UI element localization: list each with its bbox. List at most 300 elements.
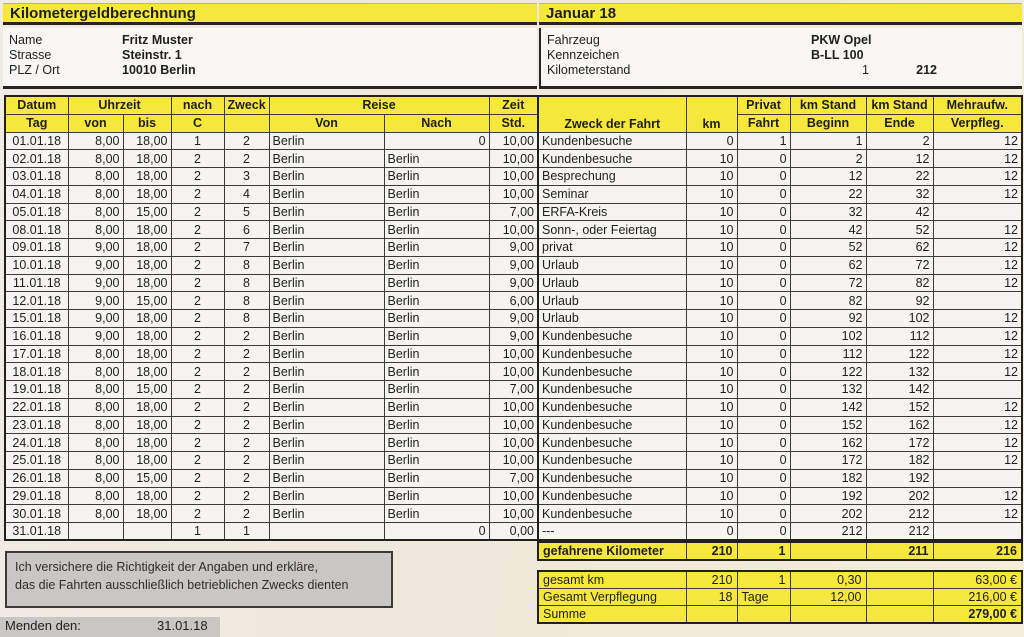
signature-date: 31.01.18 xyxy=(157,618,208,633)
summary-cell: Tage xyxy=(737,588,790,605)
trip-cell: 10 xyxy=(686,381,737,399)
trip-cell: 1 xyxy=(790,132,866,150)
trip-cell: Berlin xyxy=(269,168,384,186)
trip-cell: 12 xyxy=(933,327,1022,345)
trip-cell: 10,00 xyxy=(489,452,538,470)
trip-cell: Kundenbesuche xyxy=(538,452,686,470)
trip-cell: 12 xyxy=(933,434,1022,452)
trip-cell: 0 xyxy=(737,256,790,274)
trip-cell: 10 xyxy=(686,221,737,239)
trip-cell: 10,00 xyxy=(489,398,538,416)
trip-cell: 22.01.18 xyxy=(5,398,68,416)
trip-cell: Berlin xyxy=(269,274,384,292)
col-beginn: Beginn xyxy=(790,114,866,132)
trip-cell: 2 xyxy=(171,487,224,505)
trip-row xyxy=(5,310,1022,328)
trip-cell: 0 xyxy=(737,416,790,434)
trip-row xyxy=(5,345,1022,363)
trip-cell: 0 xyxy=(737,345,790,363)
trip-cell: 10 xyxy=(686,274,737,292)
trip-cell xyxy=(68,523,123,541)
trip-cell: 10 xyxy=(686,310,737,328)
trip-cell: 162 xyxy=(866,416,933,434)
trip-cell: 0 xyxy=(737,363,790,381)
signature-line xyxy=(0,617,220,637)
trip-cell: 102 xyxy=(866,310,933,328)
trip-cell: 01.01.18 xyxy=(5,132,68,150)
trip-cell: Berlin xyxy=(269,416,384,434)
trip-cell: 92 xyxy=(790,310,866,328)
trip-cell: 10,00 xyxy=(489,434,538,452)
trip-cell: Kundenbesuche xyxy=(538,398,686,416)
trip-cell: 0 xyxy=(737,310,790,328)
trip-cell: 2 xyxy=(171,168,224,186)
trip-row xyxy=(5,416,1022,434)
trip-cell: Berlin xyxy=(384,469,489,487)
trip-cell: 18,00 xyxy=(123,310,171,328)
plate-label: Kennzeichen xyxy=(547,48,620,62)
trip-cell: 12 xyxy=(933,239,1022,257)
trip-cell: 30.01.18 xyxy=(5,505,68,523)
summary-cell xyxy=(866,588,933,605)
trip-cell: 05.01.18 xyxy=(5,203,68,221)
trip-cell: 8 xyxy=(224,292,269,310)
street-label: Strasse xyxy=(9,48,52,62)
trip-cell: 8,00 xyxy=(68,452,123,470)
trip-cell: Kundenbesuche xyxy=(538,150,686,168)
trip-cell: 10 xyxy=(686,416,737,434)
trip-table-header xyxy=(5,96,1022,132)
trip-cell: 0 xyxy=(737,185,790,203)
trip-cell: Berlin xyxy=(384,398,489,416)
person-info-panel xyxy=(3,28,537,89)
trip-cell: 8,00 xyxy=(68,398,123,416)
trip-cell: 2 xyxy=(171,310,224,328)
driven-total-table xyxy=(537,541,1023,561)
trip-cell: 10 xyxy=(686,327,737,345)
trip-cell: Berlin xyxy=(269,327,384,345)
trip-cell: 1 xyxy=(171,523,224,541)
trip-cell: 23.01.18 xyxy=(5,416,68,434)
trip-cell: 122 xyxy=(790,363,866,381)
trip-cell: 7,00 xyxy=(489,203,538,221)
trip-cell: 04.01.18 xyxy=(5,185,68,203)
trip-cell: Berlin xyxy=(384,256,489,274)
trip-cell: 7,00 xyxy=(489,469,538,487)
trip-cell: 10,00 xyxy=(489,150,538,168)
trip-cell: 18,00 xyxy=(123,168,171,186)
trip-cell: Kundenbesuche xyxy=(538,345,686,363)
vehicle-label: Fahrzeug xyxy=(547,33,600,47)
trip-cell: 18,00 xyxy=(123,434,171,452)
trip-cell: 17.01.18 xyxy=(5,345,68,363)
trip-cell: 03.01.18 xyxy=(5,168,68,186)
trip-cell: Urlaub xyxy=(538,292,686,310)
trip-cell: 8,00 xyxy=(68,487,123,505)
trip-cell: 22 xyxy=(866,168,933,186)
driven-total-body xyxy=(538,542,1022,560)
plate-row xyxy=(547,48,864,63)
signature-place-label: Menden den: xyxy=(5,618,81,633)
trip-cell: Berlin xyxy=(384,381,489,399)
trip-cell: 192 xyxy=(790,487,866,505)
trip-cell: 2 xyxy=(171,452,224,470)
trip-cell: 15,00 xyxy=(123,292,171,310)
trip-cell: 0 xyxy=(737,203,790,221)
trip-cell: 32 xyxy=(790,203,866,221)
trip-cell: 29.01.18 xyxy=(5,487,68,505)
trip-cell: 10 xyxy=(686,239,737,257)
trip-cell: 10 xyxy=(686,505,737,523)
trip-cell xyxy=(933,292,1022,310)
trip-cell: Kundenbesuche xyxy=(538,434,686,452)
col-reise-nach: Nach xyxy=(384,114,489,132)
odometer-label: Kilometerstand xyxy=(547,63,631,77)
trip-cell: Urlaub xyxy=(538,256,686,274)
trip-cell: 8 xyxy=(224,310,269,328)
trip-cell: 10 xyxy=(686,168,737,186)
trip-cell: 10,00 xyxy=(489,505,538,523)
trip-cell: 10 xyxy=(686,469,737,487)
trip-cell: 10 xyxy=(686,292,737,310)
driven-total-cell: 210 xyxy=(686,542,737,560)
col-ende: Ende xyxy=(866,114,933,132)
trip-cell: Berlin xyxy=(269,381,384,399)
street-row xyxy=(9,48,182,63)
driven-total-cell: gefahrene Kilometer xyxy=(538,542,686,560)
trip-cell: Berlin xyxy=(384,487,489,505)
summary-table-body xyxy=(538,571,1022,623)
trip-cell: 2 xyxy=(224,381,269,399)
trip-cell: 162 xyxy=(790,434,866,452)
name-label: Name xyxy=(9,33,43,47)
trip-cell: 18,00 xyxy=(123,150,171,168)
trip-cell: 12 xyxy=(790,168,866,186)
trip-cell: privat xyxy=(538,239,686,257)
trip-cell: Berlin xyxy=(269,505,384,523)
trip-cell: 72 xyxy=(790,274,866,292)
trip-cell: 0 xyxy=(737,150,790,168)
trip-cell: 09.01.18 xyxy=(5,239,68,257)
trip-cell: Berlin xyxy=(384,310,489,328)
trip-cell: Berlin xyxy=(269,398,384,416)
trip-cell: 18,00 xyxy=(123,398,171,416)
trip-cell: Berlin xyxy=(269,310,384,328)
trip-cell: 6,00 xyxy=(489,292,538,310)
trip-cell: 2 xyxy=(171,327,224,345)
trip-cell: 7,00 xyxy=(489,381,538,399)
trip-cell: Berlin xyxy=(269,292,384,310)
trip-cell: 26.01.18 xyxy=(5,469,68,487)
trip-row xyxy=(5,363,1022,381)
trip-cell: 2 xyxy=(224,363,269,381)
trip-cell: 2 xyxy=(171,239,224,257)
odometer-row xyxy=(547,63,937,78)
trip-row xyxy=(5,523,1022,541)
trip-cell: 142 xyxy=(866,381,933,399)
trip-cell: 2 xyxy=(171,345,224,363)
trip-cell: 7 xyxy=(224,239,269,257)
trip-cell: 2 xyxy=(171,185,224,203)
trip-cell: Berlin xyxy=(384,363,489,381)
city-row xyxy=(9,63,196,78)
trip-cell: 2 xyxy=(171,256,224,274)
trip-cell: Sonn-, oder Feiertag xyxy=(538,221,686,239)
trip-cell: 10,00 xyxy=(489,132,538,150)
trip-cell: 12 xyxy=(933,132,1022,150)
trip-cell: 8,00 xyxy=(68,363,123,381)
trip-cell: 12.01.18 xyxy=(5,292,68,310)
col-uhrzeit: Uhrzeit xyxy=(68,96,171,114)
trip-cell: 132 xyxy=(790,381,866,399)
trip-cell: 10,00 xyxy=(489,185,538,203)
trip-cell: 2 xyxy=(224,434,269,452)
trip-cell: Besprechung xyxy=(538,168,686,186)
col-km-stand-ende: km Stand xyxy=(866,96,933,114)
driven-total-cell xyxy=(790,542,866,560)
trip-cell: 1 xyxy=(171,132,224,150)
trip-cell: 18,00 xyxy=(123,505,171,523)
col-von: von xyxy=(68,114,123,132)
summary-cell: 1 xyxy=(737,571,790,588)
trip-cell: 2 xyxy=(224,487,269,505)
trip-cell: Berlin xyxy=(384,150,489,168)
trip-row xyxy=(5,434,1022,452)
trip-cell: 15,00 xyxy=(123,381,171,399)
trip-row xyxy=(5,203,1022,221)
trip-cell: Kundenbesuche xyxy=(538,469,686,487)
trip-cell: 10,00 xyxy=(489,487,538,505)
trip-cell: 25.01.18 xyxy=(5,452,68,470)
trip-cell: 2 xyxy=(171,469,224,487)
col-nach: nach xyxy=(171,96,224,114)
trip-cell: 12 xyxy=(933,398,1022,416)
trip-row xyxy=(5,239,1022,257)
trip-cell: 0 xyxy=(737,221,790,239)
trip-cell: 10.01.18 xyxy=(5,256,68,274)
city-value: 10010 Berlin xyxy=(122,63,196,77)
declaration-line-2: das die Fahrten ausschließlich betrieblichen Zwecks dienten xyxy=(15,578,349,592)
trip-row xyxy=(5,168,1022,186)
col-privat: Privat xyxy=(737,96,790,114)
trip-cell: 22 xyxy=(790,185,866,203)
trip-cell: 2 xyxy=(224,452,269,470)
trip-cell: 10,00 xyxy=(489,345,538,363)
trip-cell: 2 xyxy=(224,505,269,523)
trip-cell: 12 xyxy=(933,150,1022,168)
vehicle-row xyxy=(547,33,872,48)
trip-row xyxy=(5,327,1022,345)
trip-cell: 12 xyxy=(933,221,1022,239)
trip-cell: Kundenbesuche xyxy=(538,363,686,381)
trip-cell: 42 xyxy=(866,203,933,221)
trip-cell: 8 xyxy=(224,274,269,292)
trip-cell: 12 xyxy=(933,487,1022,505)
trip-cell: Berlin xyxy=(384,239,489,257)
col-datum: Datum xyxy=(5,96,68,114)
trip-row xyxy=(5,274,1022,292)
trip-cell: 12 xyxy=(933,185,1022,203)
trip-cell: Kundenbesuche xyxy=(538,416,686,434)
trip-cell: 10 xyxy=(686,150,737,168)
summary-cell: 18 xyxy=(686,588,737,605)
trip-cell: 2 xyxy=(224,150,269,168)
trip-cell: 8 xyxy=(224,256,269,274)
summary xyxy=(538,606,1022,623)
vehicle-value: PKW Opel xyxy=(811,33,872,47)
trip-cell: Berlin xyxy=(384,345,489,363)
trip-cell: Berlin xyxy=(384,327,489,345)
trip-cell: 0,00 xyxy=(489,523,538,541)
trip-cell: Berlin xyxy=(269,487,384,505)
trip-cell: 15,00 xyxy=(123,469,171,487)
trip-row xyxy=(5,487,1022,505)
trip-cell: 9,00 xyxy=(68,274,123,292)
trip-cell: Berlin xyxy=(384,292,489,310)
trip-cell: 132 xyxy=(866,363,933,381)
trip-cell: 102 xyxy=(790,327,866,345)
trip-cell: 192 xyxy=(866,469,933,487)
trip-cell: Kundenbesuche xyxy=(538,327,686,345)
trip-cell xyxy=(933,469,1022,487)
summary-cell: Summe xyxy=(538,606,686,623)
declaration-box xyxy=(5,551,393,608)
trip-cell: 18,00 xyxy=(123,274,171,292)
col-zweck-der-fahrt: Zweck der Fahrt xyxy=(538,96,686,132)
trip-cell: 12 xyxy=(866,150,933,168)
trip-cell: 2 xyxy=(171,416,224,434)
trip-cell: 16.01.18 xyxy=(5,327,68,345)
trip-cell: 2 xyxy=(171,274,224,292)
summary-table xyxy=(537,570,1023,624)
trip-cell: 15,00 xyxy=(123,203,171,221)
trip-cell: 4 xyxy=(224,185,269,203)
trip-cell: 10 xyxy=(686,185,737,203)
trip-cell: 202 xyxy=(866,487,933,505)
trip-cell: 212 xyxy=(790,523,866,541)
trip-cell: 18,00 xyxy=(123,132,171,150)
trip-cell: Kundenbesuche xyxy=(538,381,686,399)
col-mehraufw: Mehraufw. xyxy=(933,96,1022,114)
vehicle-info-panel xyxy=(539,28,1022,89)
trip-cell: Berlin xyxy=(384,452,489,470)
trip-cell: 52 xyxy=(790,239,866,257)
trip-cell: 8,00 xyxy=(68,416,123,434)
trip-cell: 112 xyxy=(866,327,933,345)
driven-total-cell: 1 xyxy=(737,542,790,560)
trip-cell: 18,00 xyxy=(123,416,171,434)
summary-cell xyxy=(866,606,933,623)
trip-cell: Berlin xyxy=(269,185,384,203)
trip-cell: 182 xyxy=(790,469,866,487)
trip-cell: 10,00 xyxy=(489,221,538,239)
trip-cell: 212 xyxy=(866,523,933,541)
trip-cell: 0 xyxy=(737,434,790,452)
summary-cell: 210 xyxy=(686,571,737,588)
trip-cell: 0 xyxy=(737,469,790,487)
trip-cell: 0 xyxy=(737,452,790,470)
trip-cell: 152 xyxy=(866,398,933,416)
trip-cell: 12 xyxy=(933,345,1022,363)
trip-cell: 2 xyxy=(224,469,269,487)
trip-cell: 2 xyxy=(224,327,269,345)
trip-cell xyxy=(933,203,1022,221)
trip-cell: 8,00 xyxy=(68,168,123,186)
summary-cell: 63,00 € xyxy=(933,571,1022,588)
trip-cell: 112 xyxy=(790,345,866,363)
trip-cell: 10 xyxy=(686,203,737,221)
trip-cell: 9,00 xyxy=(68,327,123,345)
trip-cell: Urlaub xyxy=(538,310,686,328)
odometer-end: 212 xyxy=(916,63,937,77)
summary xyxy=(538,571,1022,588)
street-value: Steinstr. 1 xyxy=(122,48,182,62)
trip-cell: 142 xyxy=(790,398,866,416)
trip-cell: 18,00 xyxy=(123,345,171,363)
trip-cell: 9,00 xyxy=(68,310,123,328)
summary-cell xyxy=(866,571,933,588)
trip-cell: 2 xyxy=(171,505,224,523)
trip-cell: 31.01.18 xyxy=(5,523,68,541)
summary-cell: 0,30 xyxy=(790,571,866,588)
trip-cell: 92 xyxy=(866,292,933,310)
trip-cell: Berlin xyxy=(384,434,489,452)
trip-cell: 82 xyxy=(790,292,866,310)
trip-row xyxy=(5,292,1022,310)
trip-cell: 12 xyxy=(933,274,1022,292)
trip-cell: 10,00 xyxy=(489,363,538,381)
col-zeit: Zeit xyxy=(489,96,538,114)
trip-cell: Berlin xyxy=(269,150,384,168)
trip-cell: 2 xyxy=(171,398,224,416)
trip-cell: 18,00 xyxy=(123,221,171,239)
trip-cell: 1 xyxy=(224,523,269,541)
trip-cell: 0 xyxy=(737,398,790,416)
trip-table xyxy=(4,95,1023,541)
summary-cell xyxy=(790,606,866,623)
trip-cell: Berlin xyxy=(269,203,384,221)
trip-cell: 2 xyxy=(171,363,224,381)
trip-cell: 12 xyxy=(933,168,1022,186)
month-title xyxy=(539,3,1022,25)
trip-cell: 9,00 xyxy=(489,274,538,292)
trip-cell: Kundenbesuche xyxy=(538,505,686,523)
trip-cell: 172 xyxy=(790,452,866,470)
col-reise: Reise xyxy=(269,96,489,114)
trip-cell: 2 xyxy=(866,132,933,150)
trip-cell: 10 xyxy=(686,452,737,470)
summary-cell xyxy=(686,606,737,623)
trip-cell: 152 xyxy=(790,416,866,434)
trip-cell: Berlin xyxy=(269,452,384,470)
trip-cell: ERFA-Kreis xyxy=(538,203,686,221)
trip-cell: 0 xyxy=(737,505,790,523)
trip-cell: 0 xyxy=(737,274,790,292)
trip-cell: 18,00 xyxy=(123,487,171,505)
trip-cell: 12 xyxy=(933,505,1022,523)
trip-cell: 0 xyxy=(686,132,737,150)
trip-row xyxy=(5,132,1022,150)
trip-cell: Kundenbesuche xyxy=(538,487,686,505)
trip-cell: 2 xyxy=(224,345,269,363)
trip-cell: 6 xyxy=(224,221,269,239)
trip-cell: 2 xyxy=(171,221,224,239)
trip-cell: 15.01.18 xyxy=(5,310,68,328)
trip-cell: 1 xyxy=(737,132,790,150)
trip-cell: 10 xyxy=(686,398,737,416)
trip-cell: 0 xyxy=(686,523,737,541)
trip-cell xyxy=(933,381,1022,399)
